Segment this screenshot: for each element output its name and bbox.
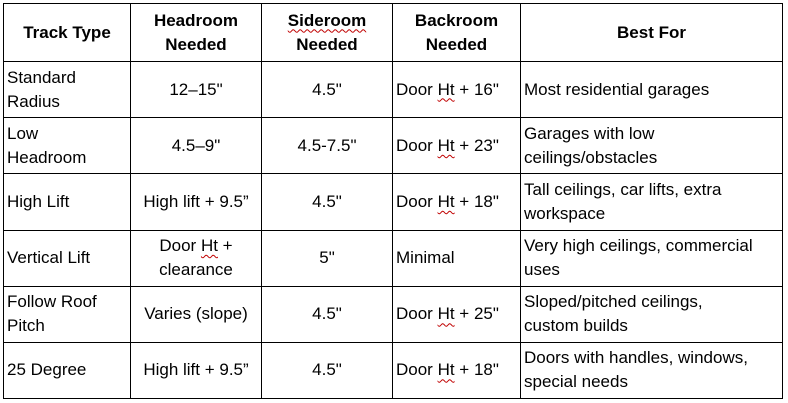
cell-track-type: 25 Degree bbox=[4, 342, 131, 398]
cell-sideroom: 4.5" bbox=[262, 342, 393, 398]
cell-headroom: High lift + 9.5” bbox=[131, 174, 262, 230]
header-backroom: Backroom Needed bbox=[393, 4, 521, 62]
cell-best-for: Garages with low ceilings/obstacles bbox=[521, 118, 783, 174]
cell-headroom: Varies (slope) bbox=[131, 286, 262, 342]
table-row bbox=[4, 342, 783, 398]
header-sideroom: Sideroom Needed bbox=[262, 4, 393, 62]
table-row bbox=[4, 174, 783, 230]
cell-backroom: Door Ht + 23" bbox=[393, 118, 521, 174]
cell-backroom: Door Ht + 18" bbox=[393, 342, 521, 398]
header-row bbox=[4, 4, 783, 62]
header-best-for: Best For bbox=[521, 4, 783, 62]
cell-best-for: Most residential garages bbox=[521, 62, 783, 118]
cell-headroom: 12–15" bbox=[131, 62, 262, 118]
cell-track-type: Vertical Lift bbox=[4, 230, 131, 286]
cell-backroom: Door Ht + 25" bbox=[393, 286, 521, 342]
cell-sideroom: 5" bbox=[262, 230, 393, 286]
table-row bbox=[4, 286, 783, 342]
cell-headroom: Door Ht + clearance bbox=[131, 230, 262, 286]
cell-sideroom: 4.5" bbox=[262, 174, 393, 230]
track-type-table bbox=[3, 3, 783, 399]
cell-track-type: Standard Radius bbox=[4, 62, 131, 118]
cell-track-type: High Lift bbox=[4, 174, 131, 230]
cell-best-for: Very high ceilings, commercial uses bbox=[521, 230, 783, 286]
cell-sideroom: 4.5" bbox=[262, 62, 393, 118]
table-row bbox=[4, 62, 783, 118]
cell-headroom: High lift + 9.5” bbox=[131, 342, 262, 398]
table-row bbox=[4, 118, 783, 174]
cell-best-for: Sloped/pitched ceilings, custom builds bbox=[521, 286, 783, 342]
cell-headroom: 4.5–9" bbox=[131, 118, 262, 174]
cell-best-for: Tall ceilings, car lifts, extra workspace bbox=[521, 174, 783, 230]
cell-backroom: Minimal bbox=[393, 230, 521, 286]
header-track-type: Track Type bbox=[4, 4, 131, 62]
table-row bbox=[4, 230, 783, 286]
cell-sideroom: 4.5" bbox=[262, 286, 393, 342]
cell-best-for: Doors with handles, windows, special needs bbox=[521, 342, 783, 398]
cell-sideroom: 4.5-7.5" bbox=[262, 118, 393, 174]
cell-track-type: Low Headroom bbox=[4, 118, 131, 174]
header-headroom: Headroom Needed bbox=[131, 4, 262, 62]
cell-backroom: Door Ht + 16" bbox=[393, 62, 521, 118]
cell-backroom: Door Ht + 18" bbox=[393, 174, 521, 230]
cell-track-type: Follow Roof Pitch bbox=[4, 286, 131, 342]
